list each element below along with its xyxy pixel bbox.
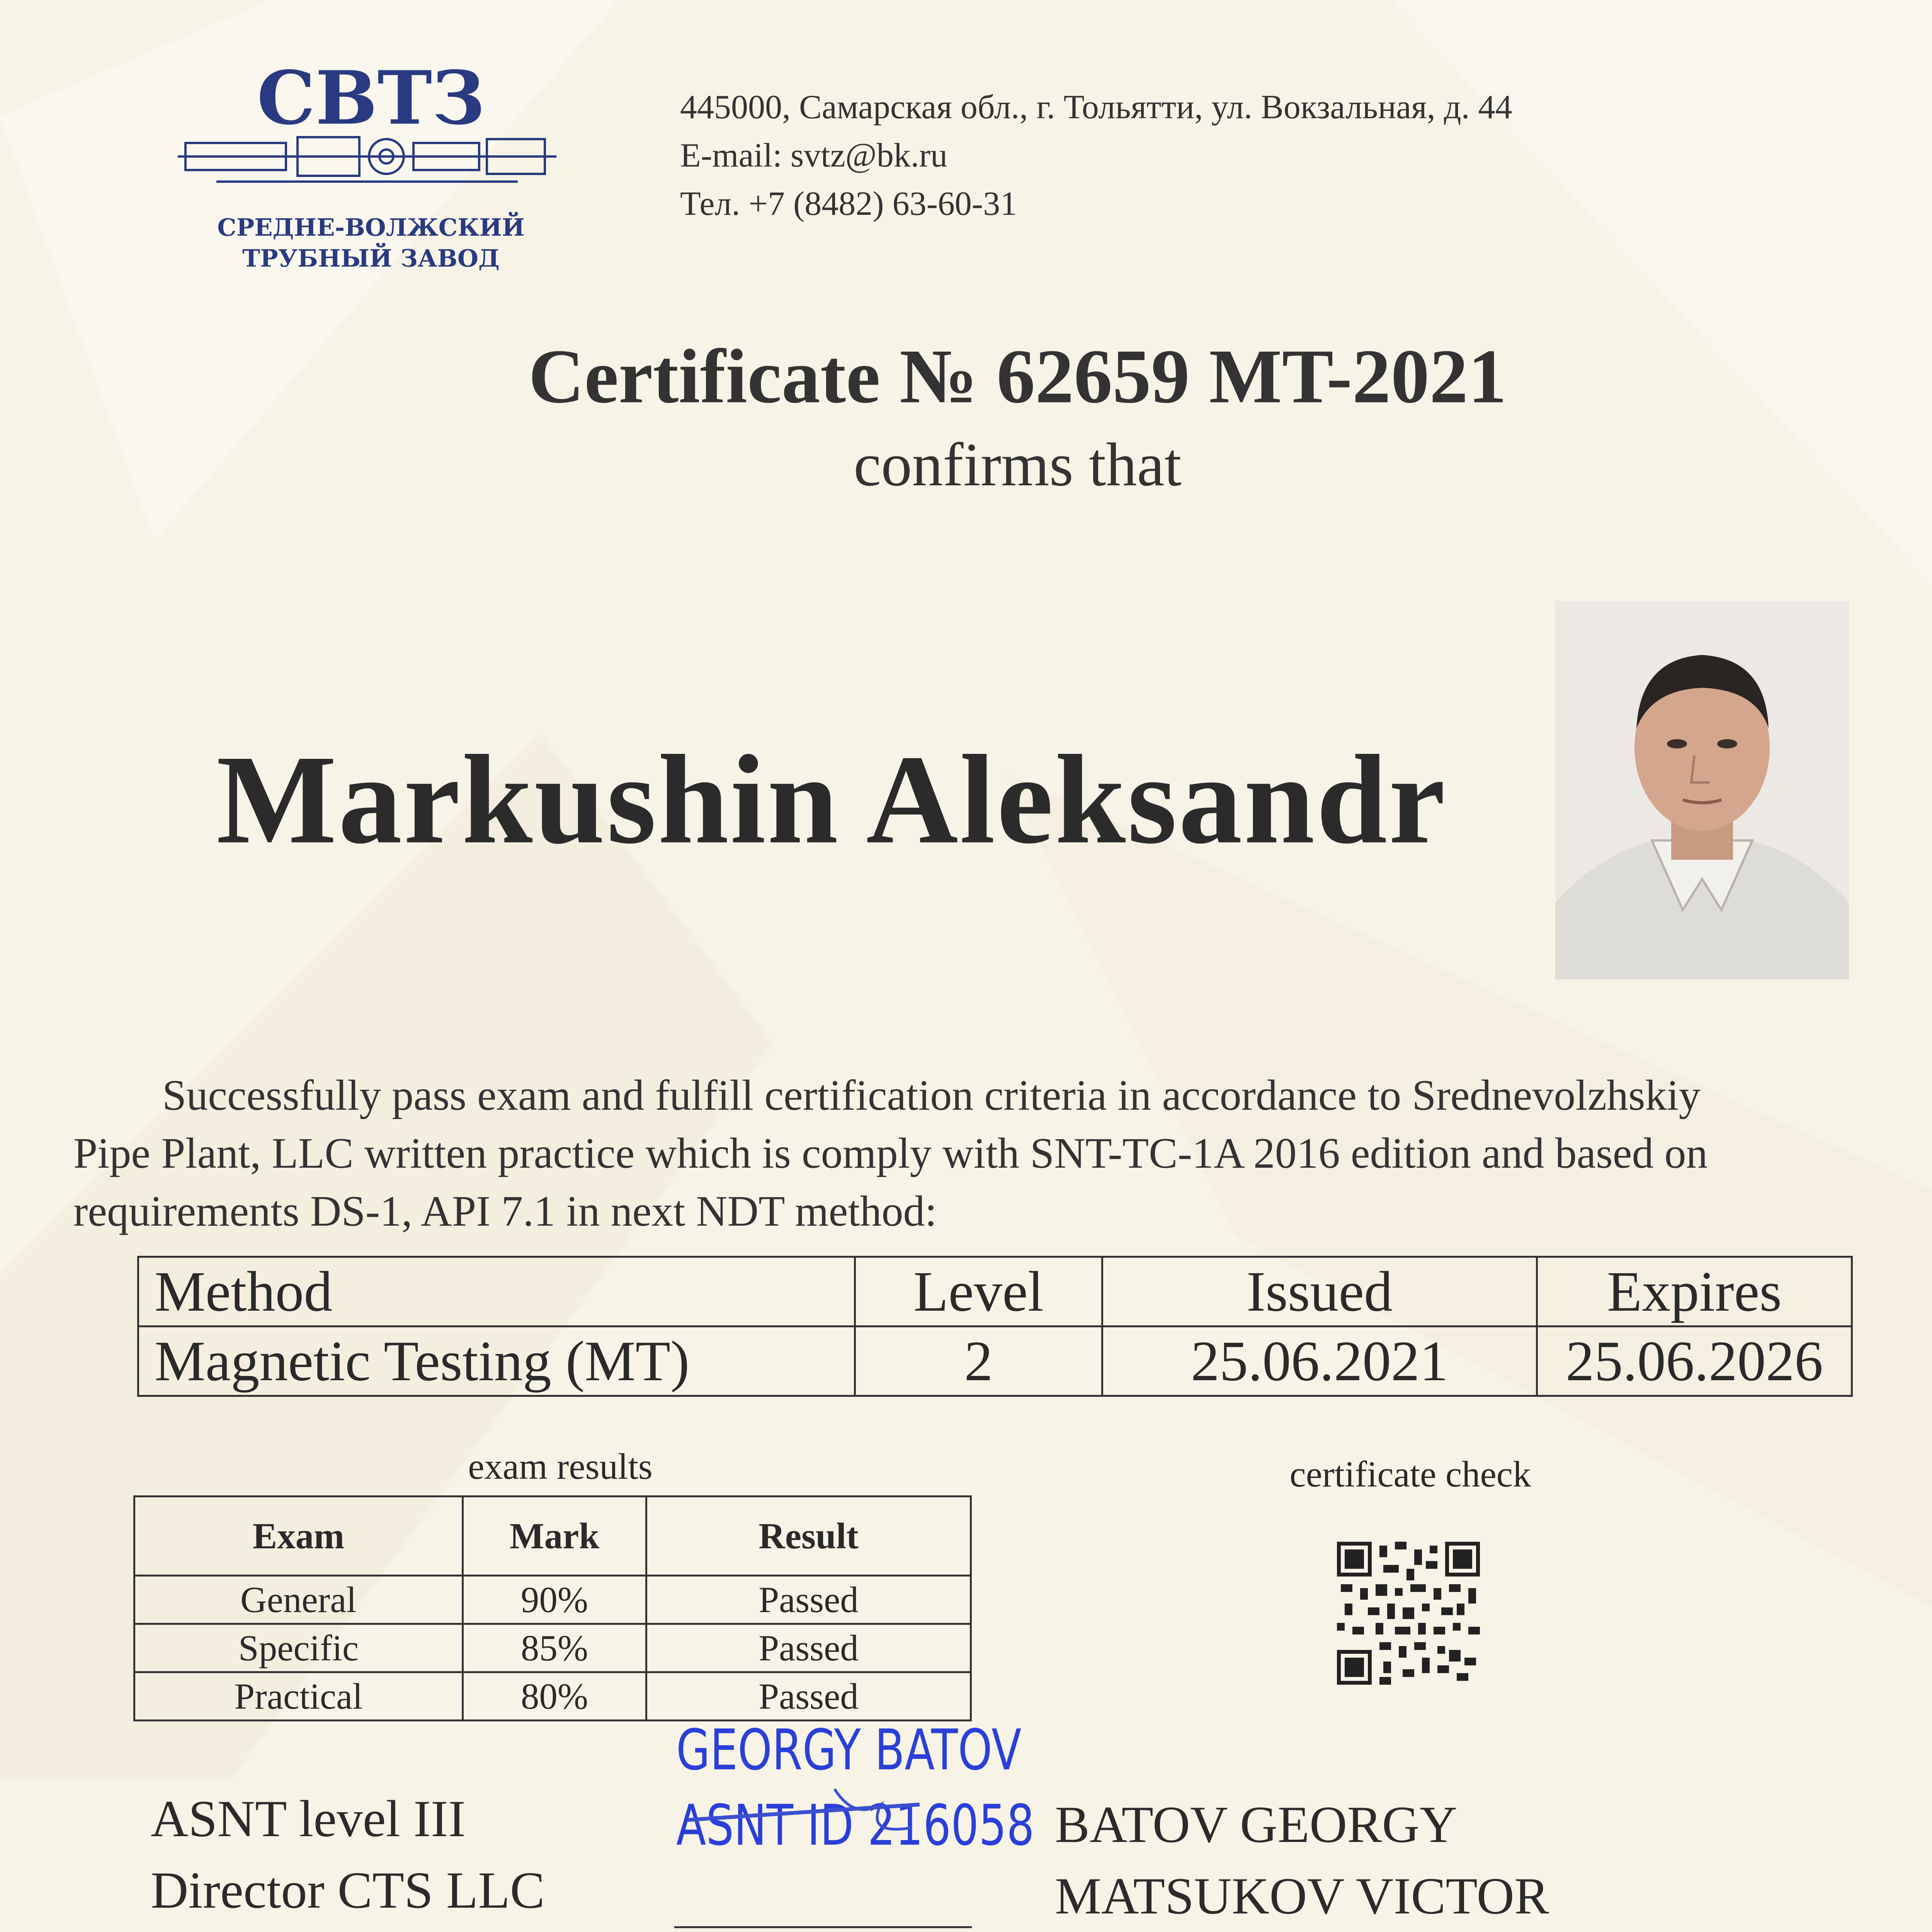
logo-sub-line1: СРЕДНЕ-ВОЛЖСКИЙ xyxy=(217,213,525,242)
address-line: 445000, Самарская обл., г. Тольятти, ул. Вокзальная, д. 44 xyxy=(680,88,1512,126)
qr-code-icon[interactable] xyxy=(1337,1542,1480,1685)
logo-main-text: СВТЗ xyxy=(257,66,485,141)
method-table xyxy=(137,1256,1853,1397)
certification-statement xyxy=(73,1066,1866,1240)
exam-results-table xyxy=(133,1495,972,1721)
exam-mark: 90% xyxy=(463,1576,646,1624)
header-result: Result xyxy=(646,1497,971,1576)
header-issued: Issued xyxy=(1102,1257,1537,1327)
signature-line xyxy=(674,1926,972,1928)
signer-name-matsukov: MATSUKOV VICTOR xyxy=(1055,1867,1549,1925)
statement-line: requirements DS-1, API 7.1 in next NDT method: xyxy=(73,1187,937,1235)
cell-method: Magnetic Testing (MT) xyxy=(138,1327,855,1396)
header-method: Method xyxy=(138,1257,855,1327)
table-row xyxy=(134,1624,971,1672)
phone-line: Тел. +7 (8482) 63-60-31 xyxy=(680,185,1017,223)
cell-level: 2 xyxy=(855,1327,1102,1396)
signer-role-director: Director CTS LLC xyxy=(151,1862,545,1919)
company-address xyxy=(680,83,1512,228)
exam-mark: 85% xyxy=(463,1624,646,1672)
exam-results-caption: exam results xyxy=(468,1446,653,1487)
exam-name: General xyxy=(134,1576,463,1624)
signer-name-batov: BATOV GEORGY xyxy=(1055,1796,1458,1854)
table-header-row xyxy=(138,1257,1852,1327)
header-expires: Expires xyxy=(1537,1257,1852,1327)
signer-role-asnt: ASNT level III xyxy=(151,1790,466,1848)
header-exam: Exam xyxy=(134,1497,463,1576)
exam-result: Passed xyxy=(646,1576,971,1624)
logo-sub-line2: ТРУБНЫЙ ЗАВОД xyxy=(242,244,500,272)
table-row xyxy=(138,1327,1852,1396)
header-mark: Mark xyxy=(463,1497,646,1576)
handwritten-signature xyxy=(672,1762,989,1878)
exam-name: Specific xyxy=(134,1624,463,1672)
certificate-title: Certificate № 62659 MT-2021 xyxy=(528,334,1507,419)
cell-expires: 25.06.2026 xyxy=(1537,1327,1852,1396)
table-row xyxy=(134,1672,971,1721)
exam-result: Passed xyxy=(646,1672,971,1721)
stamp-name: GEORGY BATOV xyxy=(676,1718,1022,1783)
table-row xyxy=(134,1576,971,1624)
certificate-subtitle: confirms that xyxy=(854,430,1182,499)
table-header-row xyxy=(134,1497,971,1576)
holder-photo xyxy=(1555,601,1849,980)
exam-name: Practical xyxy=(134,1672,463,1721)
certificate-check-caption: certificate check xyxy=(1289,1454,1531,1495)
statement-line: Pipe Plant, LLC written practice which is comply with SNT-TC-1A 2016 edition and based on xyxy=(73,1129,1708,1177)
statement-line: Successfully pass exam and fulfill certification criteria in accordance to Srednevolzhskiy xyxy=(162,1071,1701,1119)
email-line: E-mail: svtz@bk.ru xyxy=(680,137,948,174)
company-logo xyxy=(170,66,572,282)
header-level: Level xyxy=(855,1257,1102,1327)
holder-name: Markushin Aleksandr xyxy=(216,729,1447,870)
cell-issued: 25.06.2021 xyxy=(1102,1327,1537,1396)
exam-mark: 80% xyxy=(463,1672,646,1721)
stamp-id: ASNT ID 216058 xyxy=(676,1793,1034,1858)
exam-result: Passed xyxy=(646,1624,971,1672)
pipe-drawing-icon xyxy=(178,137,556,182)
